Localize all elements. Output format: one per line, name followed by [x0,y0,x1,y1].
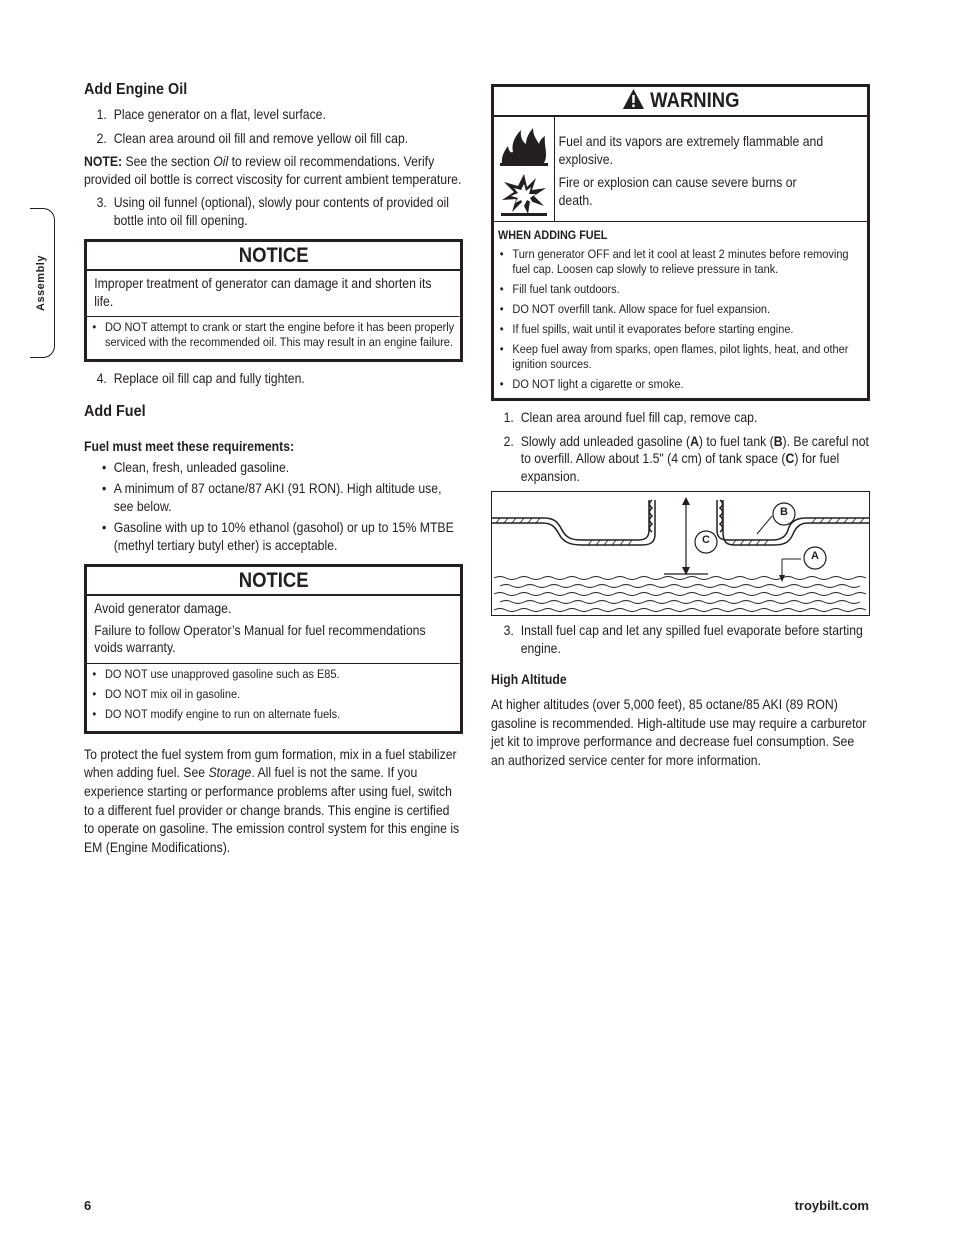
notice-bullet: • DO NOT mix oil in gasoline. [92,686,241,701]
notice-intro-text: Improper treatment of generator can damage it and shorten its life. [94,276,432,309]
fuel-step-1 [491,409,870,427]
warning-title [494,87,867,117]
high-altitude-heading: High Altitude [491,672,567,687]
step-number: 1. [503,410,514,425]
left-column [84,78,463,858]
warning-hazards [494,117,867,222]
oil-step-4 [84,370,463,388]
hazard-texts [555,117,836,221]
step-number: 1. [96,107,107,122]
oil-steps [84,106,463,147]
warning-bullet: • Turn generator OFF and let it cool at least 2 minutes before removing fuel cap. Loosen cap slowly to relieve pressure in tank. [499,247,849,276]
step-text: Slowly add unleaded gasoline ( [520,433,691,449]
notice-bullet: • DO NOT modify engine to run on alternate fuels. [92,706,341,721]
warning-instructions [494,222,867,398]
fuel-requirement-text: A minimum of 87 octane/87 AKI (91 RON). High altitude use, see below. [113,481,442,514]
fuel-requirements-heading: Fuel must meet these requirements: [84,438,295,454]
step-number: 3. [503,623,514,638]
oil-step-4-list [84,370,463,388]
fuel-step-3-list [491,622,870,657]
notice-intro-text: Failure to follow Operator’s Manual for fuel recommendations voids warranty. [94,622,426,655]
notice-intro [87,271,460,317]
notice-bullet-text: DO NOT attempt to crank or start the engine before it has been properly serviced with the recommended oil. This may result in an engine failure. [105,320,455,349]
notice-box-fuel [84,564,463,734]
step-text: Place generator on a flat, level surface. [113,107,326,122]
warning-bullet: • If fuel spills, wait until it evaporates before starting engine. [499,322,794,336]
hazard-text: Fire or explosion can cause severe burns or death. [558,175,797,208]
step-number: 3. [96,195,107,210]
callout-c-ref: C [785,451,795,466]
paragraph-text-post: . All fuel is not the same. If you experience starting or performance problems after using fuel, switch to a different fuel provider or change brands. This engine is certified to operate on gasoline. The emission control system for this engine is EM (Engine Modifications). [84,765,460,856]
storage-reference: Storage [208,765,252,781]
callout-a-label: A [811,550,819,562]
step-text: ). Be careful not to overfill. Allow about 1.5" (4 cm) of tank space ( [520,433,869,466]
fuel-requirements-list [84,459,463,555]
warning-bullet-text: DO NOT light a cigarette or smoke. [512,377,684,391]
step-text: Install fuel cap and let any spilled fuel evaporate before starting engine. [520,623,863,656]
notice-intro [87,596,460,664]
warning-bullet-text: If fuel spills, wait until it evaporates before starting engine. [512,322,794,336]
oil-step-3 [84,194,463,229]
callout-b-label: B [780,506,788,518]
hazard-icons [494,117,555,221]
warning-title-text: WARNING [649,89,740,112]
step-text: Clean area around fuel fill cap, remove cap. [520,410,758,425]
fuel-steps [491,409,870,485]
note-text-pre: See the section [122,154,214,169]
warning-box [491,84,870,401]
notice-bullet: • DO NOT use unapproved gasoline such as E85. [92,666,340,681]
page-number: 6 [84,1198,92,1213]
notice-title-text: NOTICE [238,569,309,592]
notice-bullet: • DO NOT attempt to crank or start the engine before it has been properly serviced with the recommended oil. This may result in an engine failure. [92,320,455,349]
notice-title [87,567,460,596]
side-tab-label: Assembly [35,255,47,311]
step-text: ) to fuel tank ( [698,433,774,449]
add-fuel-heading: Add Fuel [84,402,146,420]
warning-bullet: • DO NOT light a cigarette or smoke. [499,377,684,391]
note-oil-reference: Oil [213,154,229,169]
fuel-requirement: • Clean, fresh, unleaded gasoline. [102,459,290,475]
note-label: NOTE: [84,154,123,169]
warning-bullet-text: Keep fuel away from sparks, open flames, pilot lights, heat, and other ignition sources. [512,342,849,371]
callout-c-label: C [702,534,710,546]
oil-note [84,153,463,188]
step-number: 2. [503,433,514,449]
section-side-tab [28,208,55,358]
add-engine-oil-heading: Add Engine Oil [84,81,188,98]
callout-a-ref: A [690,433,699,449]
notice-bullets [87,317,460,359]
notice-bullet-text: DO NOT use unapproved gasoline such as E85. [105,666,340,681]
warning-bullet-text: DO NOT overfill tank. Allow space for fuel expansion. [512,302,771,316]
warning-triangle-icon [622,88,645,110]
note-text-post: to review oil recommendations. Verify provided oil bottle is correct viscosity for current ambient temperature. [84,154,462,187]
warning-bullets [498,247,855,392]
step-text: Clean area around oil fill and remove yellow oil fill cap. [113,130,409,146]
notice-title-text: NOTICE [238,244,309,267]
notice-bullet-text: DO NOT modify engine to run on alternate fuels. [105,706,341,721]
explosion-icon [500,172,548,216]
oil-step-1 [84,106,463,124]
step-text: Using oil funnel (optional), slowly pour contents of provided oil bottle into oil fill opening. [113,195,449,228]
warning-bullet: • Keep fuel away from sparks, open flames, pilot lights, heat, and other ignition sources. [499,342,849,371]
hazard-text: Fuel and its vapors are extremely flammable and explosive. [558,134,824,167]
fuel-tank-diagram [491,491,870,616]
oil-step-2 [84,130,463,148]
warning-bullet-text: Turn generator OFF and let it cool at least 2 minutes before removing fuel cap. Loosen cap slowly to relieve pressure in tank. [512,247,849,276]
oil-step-3-list [84,194,463,229]
fuel-stabilizer-paragraph [84,746,463,858]
fuel-requirement-text: Clean, fresh, unleaded gasoline. [113,459,290,475]
step-text: ) for fuel expansion. [520,451,840,484]
paragraph-text-pre: To protect the fuel system from gum formation, mix in a fuel stabilizer when adding fuel. See [84,746,457,781]
notice-bullets [87,664,460,731]
step-number: 2. [96,130,107,146]
right-column [491,84,870,771]
fuel-requirement-text: Gasoline with up to 10% ethanol (gasohol) or up to 15% MTBE (methyl tertiary butyl ether) is acceptable. [113,520,454,553]
callout-b-ref: B [773,433,783,449]
when-adding-fuel-heading: WHEN ADDING FUEL [498,228,608,242]
warning-bullet: • Fill fuel tank outdoors. [499,282,620,296]
notice-title [87,242,460,271]
warning-bullet: • DO NOT overfill tank. Allow space for fuel expansion. [499,302,771,316]
step-text: Replace oil fill cap and fully tighten. [113,371,305,386]
step-number: 4. [96,371,107,386]
fire-icon [499,122,549,166]
fuel-step-3 [491,622,870,657]
side-tab-edge [27,208,30,358]
high-altitude-paragraph: At higher altitudes (over 5,000 feet), 85 octane/85 AKI (89 RON) gasoline is recommended. High-altitude use may require a carburetor jet kit to improve performance and decrease fuel consumption. See an authorized service center for more information. [491,697,867,769]
website-link[interactable]: troybilt.com [794,1198,869,1213]
fuel-requirement: • A minimum of 87 octane/87 AKI (91 RON). High altitude use, see below. [102,481,442,514]
fuel-step-2 [491,433,870,486]
fuel-requirement: • Gasoline with up to 10% ethanol (gasohol) or up to 15% MTBE (methyl tertiary butyl ether) is acceptable. [102,520,454,553]
notice-box-oil [84,239,463,362]
notice-bullet-text: DO NOT mix oil in gasoline. [105,686,241,701]
notice-intro-text: Avoid generator damage. [94,601,232,616]
warning-bullet-text: Fill fuel tank outdoors. [512,282,620,296]
